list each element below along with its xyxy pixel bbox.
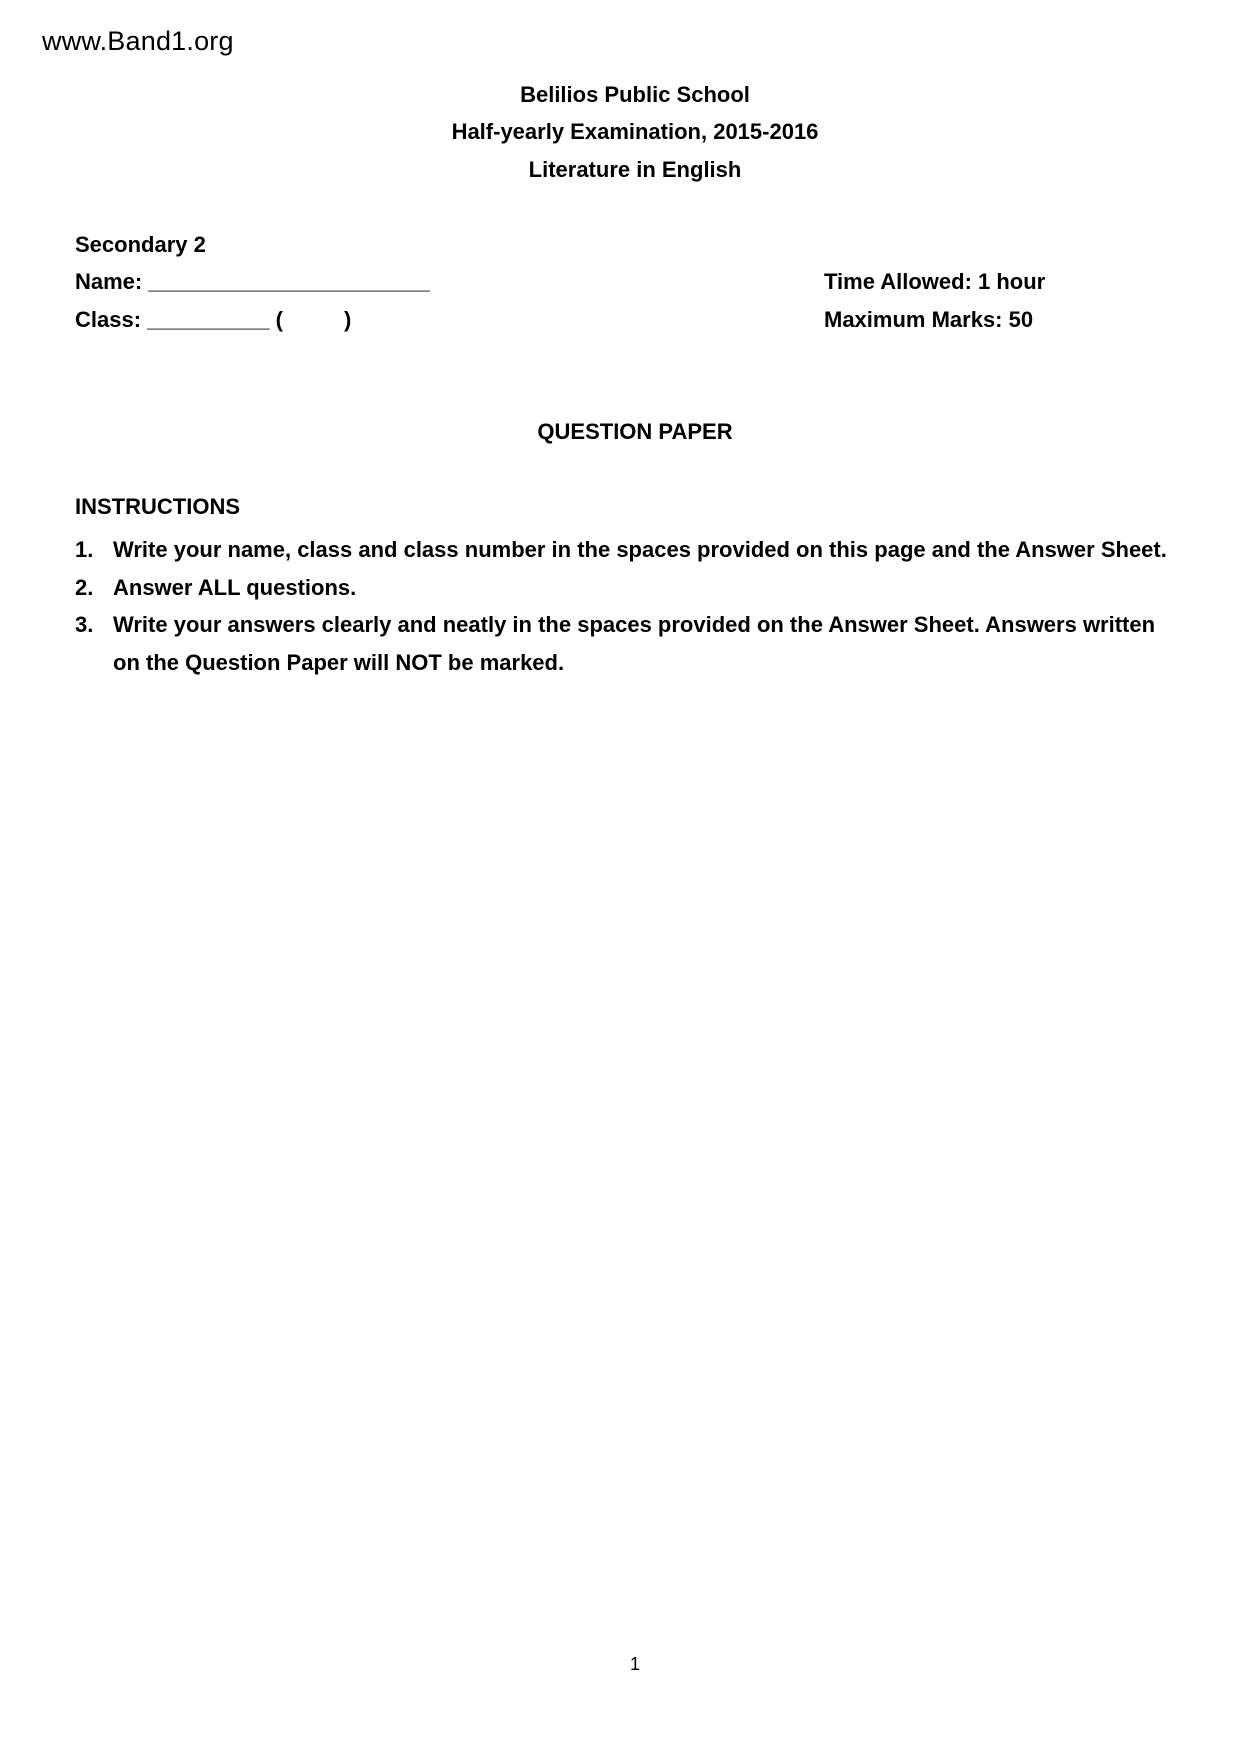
instructions-heading: INSTRUCTIONS [75,494,240,519]
instruction-item [75,531,1185,569]
instruction-number: 3. [75,612,94,637]
name-field-line: Name: _______________________ [75,269,430,294]
watermark-url: www.Band1.org [42,26,234,56]
subject-title: Literature in English [528,157,742,182]
instruction-text: Write your answers clearly and neatly in the spaces provided on the Answer Sheet. Answers written on the Question Paper will NOT be marked. [113,612,1156,675]
instruction-number: 1. [75,537,94,562]
exam-title: Half-yearly Examination, 2015-2016 [451,119,819,144]
instruction-text: Write your name, class and class number in the spaces provided on this page and the Answer Sheet. [113,537,1167,562]
instructions-list [75,531,1185,681]
class-field-line: Class: __________ ( ) [75,307,352,332]
instruction-item [75,569,1185,607]
maximum-marks: Maximum Marks: 50 [824,307,1034,332]
school-name: Belilios Public School [520,82,750,107]
secondary-level: Secondary 2 [75,232,206,257]
instruction-item [75,606,1185,681]
instruction-text: Answer ALL questions. [113,574,357,600]
page-number: 1 [629,1654,640,1674]
instruction-number: 2. [75,574,94,600]
paper-title: QUESTION PAPER [537,419,733,444]
time-allowed: Time Allowed: 1 hour [824,269,1046,294]
